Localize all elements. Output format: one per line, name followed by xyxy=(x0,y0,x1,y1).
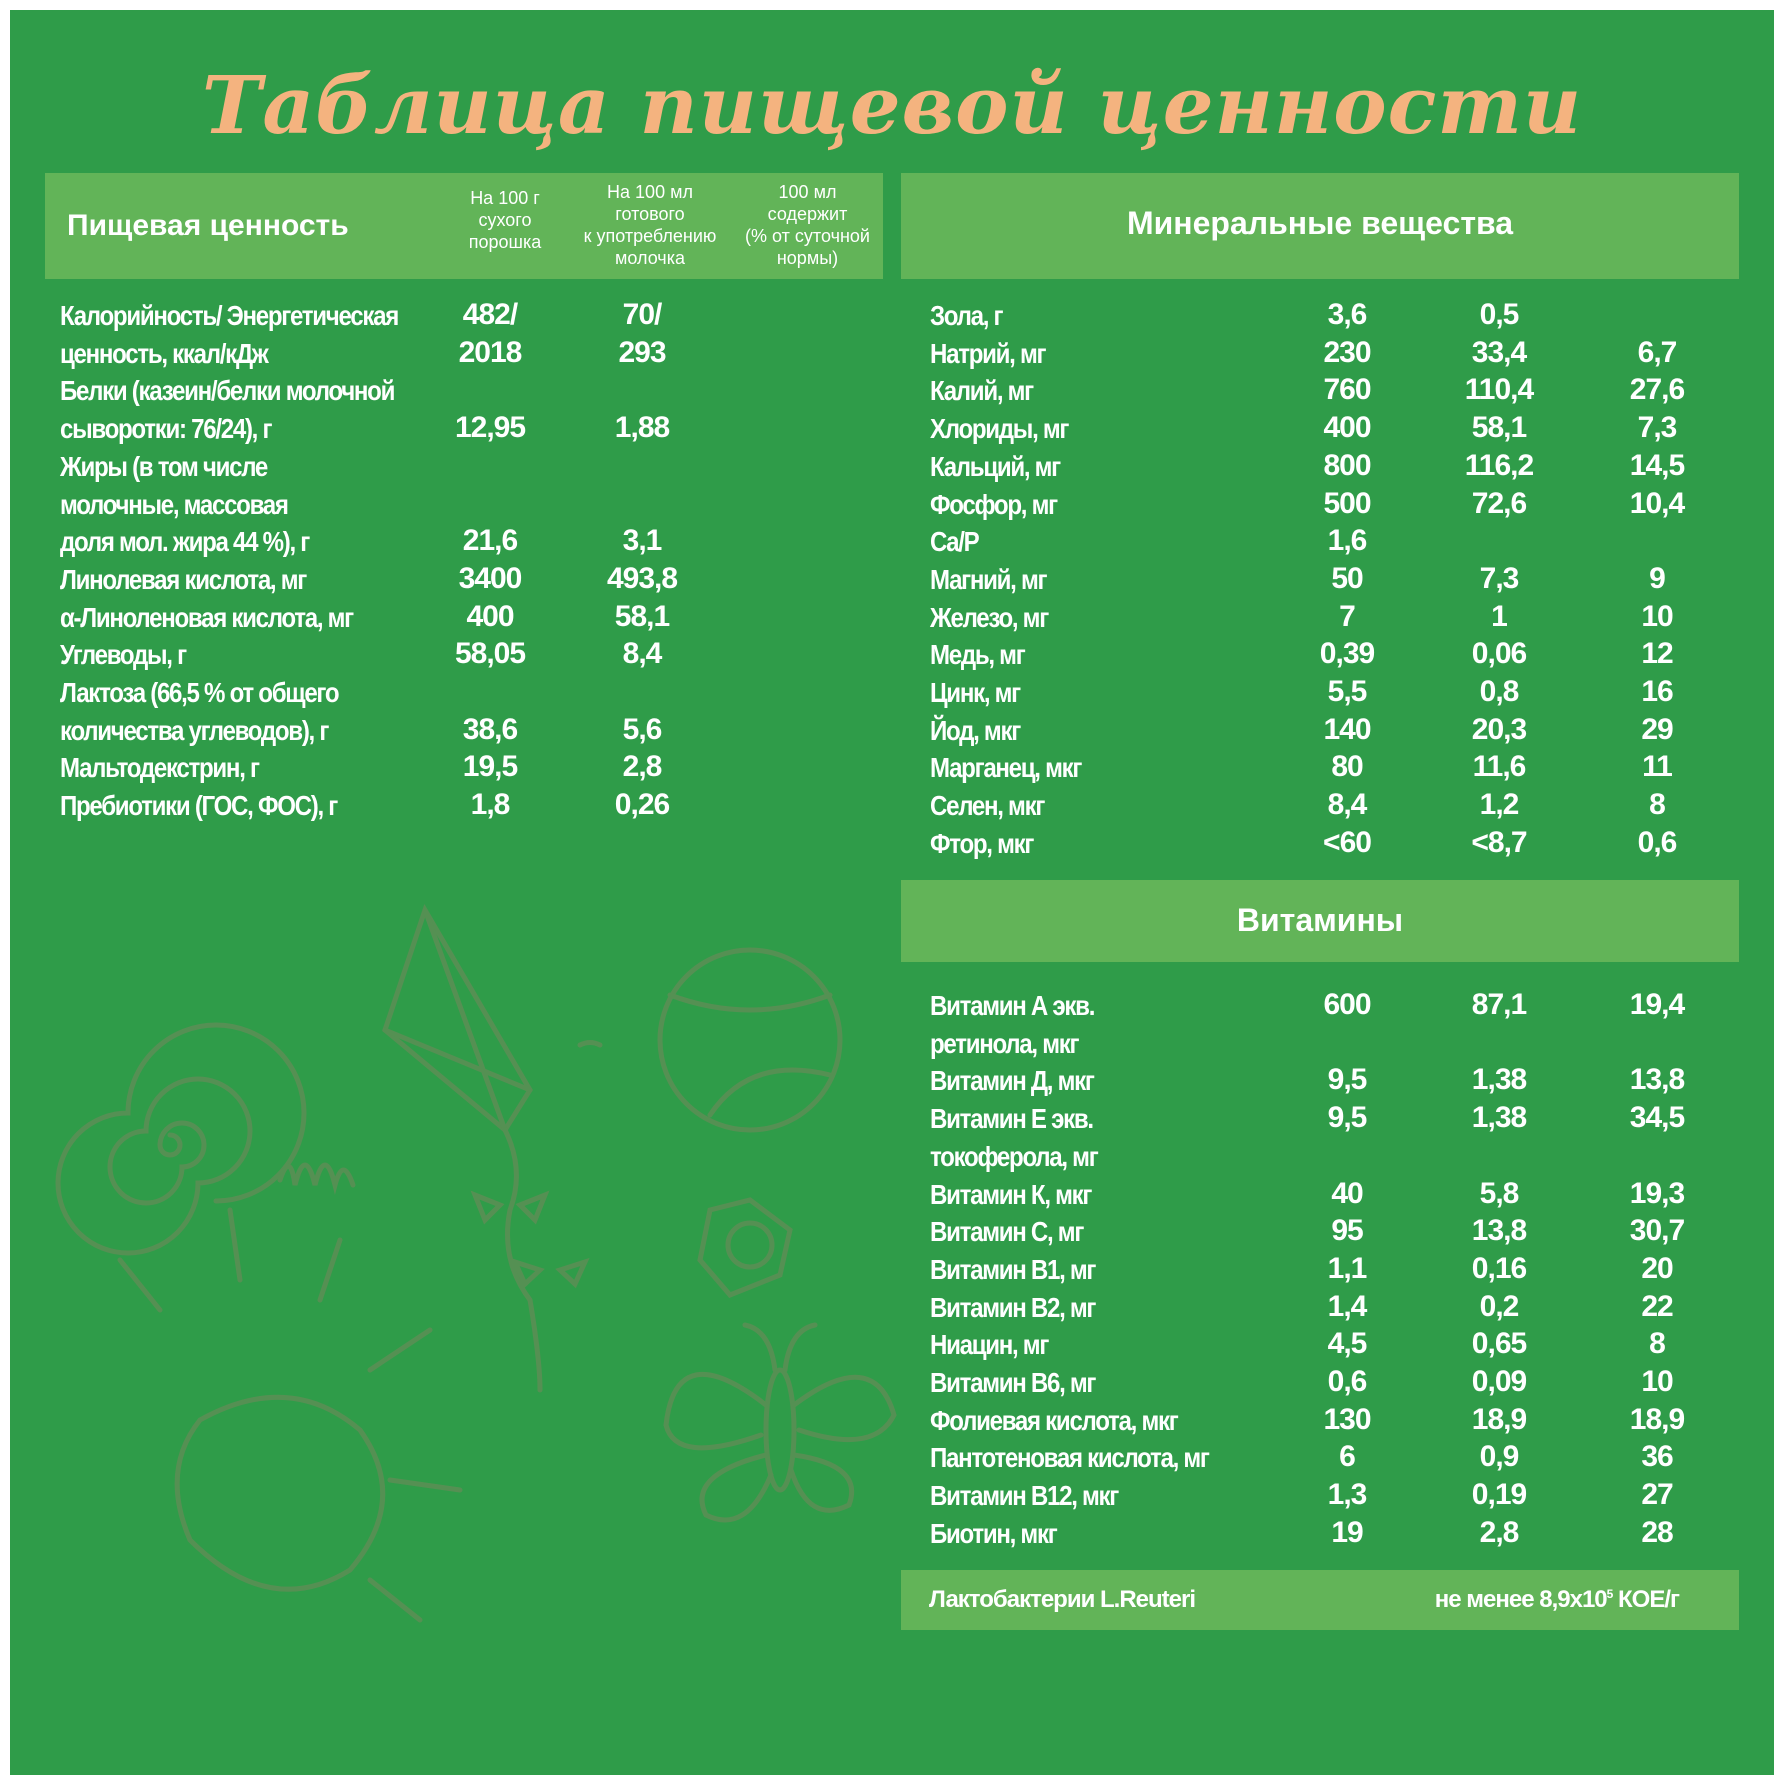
row-label: Биотин, мкг xyxy=(930,1517,1057,1549)
lactobacteria-footer xyxy=(901,1570,1739,1630)
row-label: Витамин С, мг xyxy=(930,1216,1084,1248)
row-value-1: 1,4 xyxy=(1327,1289,1367,1323)
kite-icon xyxy=(385,910,600,1390)
row-label: Жиры (в том числе xyxy=(60,450,268,482)
row-label: Белки (казеин/белки молочной xyxy=(60,375,395,407)
row-value-3: 30,7 xyxy=(1629,1214,1685,1248)
row-value-3: 0,6 xyxy=(1637,825,1677,859)
row-value-2: 0,19 xyxy=(1471,1478,1527,1512)
row-value-1: 19 xyxy=(1331,1515,1363,1549)
row-value-2: 493,8 xyxy=(606,561,678,595)
row-value-1: 9,5 xyxy=(1327,1063,1367,1097)
row-value-2: 8,4 xyxy=(622,637,662,671)
col-per-100g: На 100 г сухого порошка xyxy=(468,188,542,252)
row-value-2: 0,5 xyxy=(1479,298,1519,331)
row-label: Хлориды, мг xyxy=(930,413,1069,445)
row-value-2: 0,65 xyxy=(1471,1327,1527,1361)
row-value-2: 0,09 xyxy=(1471,1365,1527,1398)
row-value-1: 58,05 xyxy=(454,637,526,671)
row-value-1: 230 xyxy=(1323,335,1371,369)
row-value-1: 482/ xyxy=(462,298,518,331)
row-label: Мальтодекстрин, г xyxy=(60,752,259,784)
row-value-2: 58,1 xyxy=(614,599,670,633)
nutrition-panel xyxy=(10,10,1774,1775)
row-value-3: 9 xyxy=(1649,561,1665,595)
row-value-1: 4,5 xyxy=(1327,1327,1367,1361)
row-value-1: 1,1 xyxy=(1327,1251,1367,1285)
row-value-2: 18,9 xyxy=(1471,1402,1527,1436)
row-value-3: 28 xyxy=(1641,1515,1673,1549)
row-value-1: <60 xyxy=(1323,825,1371,859)
row-value-3: 8 xyxy=(1649,788,1665,822)
row-label: Фосфор, мг xyxy=(930,488,1057,520)
row-label: Витамин К, мкг xyxy=(930,1178,1092,1210)
row-label: Пребиотики (ГОС, ФОС), г xyxy=(60,790,338,822)
row-value-3: 11 xyxy=(1642,750,1672,784)
row-value-3: 34,5 xyxy=(1629,1101,1685,1135)
row-value-2: 0,06 xyxy=(1471,637,1527,671)
row-value-2: 11,6 xyxy=(1472,750,1526,784)
row-value-1: 80 xyxy=(1331,750,1363,784)
row-value-1: 12,95 xyxy=(454,411,526,445)
row-value-1: 1,8 xyxy=(470,788,510,822)
row-label: Цинк, мг xyxy=(930,677,1020,708)
flower-icon xyxy=(700,1200,790,1295)
row-value-3: 10 xyxy=(1641,1365,1673,1398)
row-value-2: 1 xyxy=(1491,599,1507,633)
row-value-2: 0,26 xyxy=(614,788,670,822)
row-value-2: 110,4 xyxy=(1464,373,1534,407)
row-label: Витамин Е экв. xyxy=(930,1103,1093,1135)
row-label: Лактоза (66,5 % от общего xyxy=(60,677,339,708)
row-value-1: 400 xyxy=(466,599,514,633)
row-value-1: 8,4 xyxy=(1327,788,1367,822)
row-value-3: 36 xyxy=(1641,1440,1673,1474)
butterfly-icon xyxy=(666,1325,894,1520)
nutrition-header xyxy=(45,173,883,279)
row-label: количества углеводов), г xyxy=(60,714,329,746)
row-value-3: 19,3 xyxy=(1629,1176,1685,1210)
row-value-1: 800 xyxy=(1323,448,1371,482)
nutrition-header-label: Пищевая ценность xyxy=(67,209,349,242)
row-value-3: 12 xyxy=(1641,637,1673,671)
row-value-2: 70/ xyxy=(622,298,662,331)
row-value-1: 6 xyxy=(1339,1440,1355,1474)
row-value-2: 33,4 xyxy=(1471,335,1527,369)
row-value-3: 27,6 xyxy=(1629,373,1685,407)
row-value-2: 87,1 xyxy=(1471,988,1527,1021)
row-value-2: 293 xyxy=(618,335,666,369)
sun-icon xyxy=(120,1210,460,1620)
row-label: Витамин В6, мг xyxy=(930,1367,1096,1398)
row-value-2: 1,2 xyxy=(1479,788,1519,822)
row-value-2: 116,2 xyxy=(1464,448,1534,482)
row-value-1: 140 xyxy=(1323,712,1371,746)
row-value-1: 400 xyxy=(1323,411,1371,445)
row-value-2: 0,8 xyxy=(1479,675,1519,708)
row-label: Витамин В12, мкг xyxy=(930,1480,1119,1512)
footer-label: Лактобактерии L.Reuteri xyxy=(929,1586,1196,1613)
footer-value: не менее $8,9х10^5$ КОЕ/г xyxy=(1434,1586,1679,1613)
row-value-2: 7,3 xyxy=(1479,561,1519,595)
row-value-3: 19,4 xyxy=(1629,988,1685,1021)
row-value-3: 18,9 xyxy=(1629,1402,1685,1436)
row-value-1: 3400 xyxy=(458,561,522,595)
row-value-1: 50 xyxy=(1331,561,1363,595)
row-label: Пантотеновая кислота, мг xyxy=(930,1442,1209,1474)
row-label: токоферола, мг xyxy=(930,1140,1098,1172)
row-label: Фтор, мкг xyxy=(930,827,1034,859)
row-value-1: 2018 xyxy=(458,335,522,369)
row-value-3: 8 xyxy=(1649,1327,1665,1361)
row-label: Зола, г xyxy=(930,300,1003,331)
row-value-1: 3,6 xyxy=(1327,298,1367,331)
row-value-3: 10,4 xyxy=(1629,486,1685,520)
row-value-2: 5,8 xyxy=(1479,1176,1519,1210)
row-value-2: 3,1 xyxy=(622,524,662,558)
row-value-2: 2,8 xyxy=(1479,1515,1519,1549)
row-value-2: 0,16 xyxy=(1471,1251,1527,1285)
row-value-1: 21,6 xyxy=(462,524,518,558)
row-value-2: 0,2 xyxy=(1479,1289,1519,1323)
row-label: Селен, мкг xyxy=(930,790,1045,822)
row-value-2: 1,38 xyxy=(1471,1063,1527,1097)
row-label: Калорийность/ Энергетическая xyxy=(60,300,398,331)
row-label: Фолиевая кислота, мкг xyxy=(930,1404,1178,1436)
row-value-2: 2,8 xyxy=(622,750,662,784)
row-value-1: 0,6 xyxy=(1327,1365,1367,1398)
row-label: Натрий, мг xyxy=(930,337,1046,369)
page-title: Таблица пищевой ценности xyxy=(201,58,1583,152)
ball-icon xyxy=(660,950,840,1130)
spiral-icon xyxy=(58,1025,353,1253)
row-label: Медь, мг xyxy=(930,639,1025,671)
row-label: α-Линоленовая кислота, мг xyxy=(60,601,353,633)
row-value-3: 29 xyxy=(1641,712,1673,746)
row-value-3: 6,7 xyxy=(1637,335,1677,369)
row-label: Ca/P xyxy=(930,526,979,558)
row-value-1: 40 xyxy=(1331,1176,1363,1210)
row-label: Магний, мг xyxy=(930,563,1047,595)
row-label: Витамин Д, мкг xyxy=(930,1065,1094,1097)
row-value-3: 14,5 xyxy=(1629,448,1685,482)
row-label: Линолевая кислота, мг xyxy=(60,563,307,595)
row-value-2: 0,9 xyxy=(1479,1440,1519,1474)
row-value-2: 20,3 xyxy=(1471,712,1527,746)
row-value-1: 760 xyxy=(1323,373,1371,407)
row-label: доля мол. жира 44 %), г xyxy=(60,526,310,558)
col-per-100ml: На 100 мл готового к употреблению молочка xyxy=(583,182,717,268)
row-label: Ниацин, мг xyxy=(930,1329,1049,1361)
row-label: Йод, мкг xyxy=(930,714,1020,746)
row-value-2: 1,38 xyxy=(1471,1101,1527,1135)
row-label: Кальций, мг xyxy=(930,450,1060,482)
row-label: Марганец, мкг xyxy=(930,752,1082,784)
row-value-1: 500 xyxy=(1323,486,1371,520)
row-value-1: 600 xyxy=(1323,988,1371,1021)
row-label: Железо, мг xyxy=(930,601,1048,633)
minerals-header: Минеральные вещества xyxy=(901,173,1739,279)
row-value-1: 7 xyxy=(1339,599,1355,633)
row-label: Витамин В2, мг xyxy=(930,1291,1096,1323)
vitamins-header: Витамины xyxy=(901,880,1739,962)
row-value-2: 58,1 xyxy=(1471,411,1527,445)
row-label: молочные, массовая xyxy=(60,488,288,520)
row-value-2: 1,88 xyxy=(614,411,670,445)
row-value-3: 16 xyxy=(1641,675,1673,708)
row-value-3: 13,8 xyxy=(1629,1063,1685,1097)
row-value-2: 5,6 xyxy=(622,712,662,746)
row-value-3: 22 xyxy=(1641,1289,1673,1323)
row-value-1: 1,3 xyxy=(1327,1478,1367,1512)
row-value-1: 38,6 xyxy=(462,712,518,746)
row-label: ретинола, мкг xyxy=(930,1027,1079,1059)
row-value-3: 7,3 xyxy=(1637,411,1677,445)
row-label: ценность, ккал/кДж xyxy=(60,337,268,369)
row-value-1: 1,6 xyxy=(1327,524,1367,558)
row-value-3: 27 xyxy=(1641,1478,1673,1512)
row-label: Углеводы, г xyxy=(60,639,186,671)
row-value-1: 19,5 xyxy=(462,750,518,784)
row-value-1: 9,5 xyxy=(1327,1101,1367,1135)
row-value-3: 20 xyxy=(1641,1251,1673,1285)
row-value-1: 130 xyxy=(1323,1402,1371,1436)
row-label: Витамин А экв. xyxy=(930,990,1095,1021)
row-value-3: 10 xyxy=(1641,599,1673,633)
row-label: сыворотки: 76/24), г xyxy=(60,413,272,445)
row-value-2: 13,8 xyxy=(1471,1214,1527,1248)
row-value-1: 5,5 xyxy=(1327,675,1367,708)
row-value-2: 72,6 xyxy=(1471,486,1527,520)
row-label: Витамин В1, мг xyxy=(930,1253,1096,1285)
col-daily-norm: 100 мл содержит (% от суточной нормы) xyxy=(745,182,870,268)
row-value-2: <8,7 xyxy=(1471,825,1527,859)
row-label: Калий, мг xyxy=(930,375,1033,407)
row-value-1: 95 xyxy=(1331,1214,1363,1248)
row-value-1: 0,39 xyxy=(1319,637,1375,671)
